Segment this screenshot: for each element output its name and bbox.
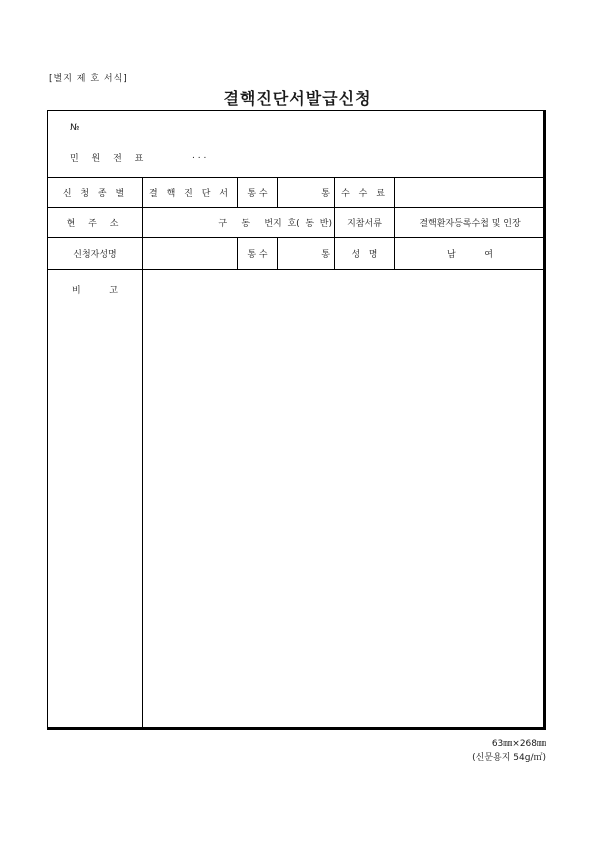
document-title: 결핵진단서발급신청 [223,89,372,108]
name-label: 성 명 [351,249,378,260]
applicant-name-label: 신청자성명 [73,249,117,260]
required-documents-label: 지참서류 [347,218,382,229]
no-label: № [70,123,80,133]
civil-ticket-date: . . . [192,151,207,161]
copies-label: 통 수 [247,188,268,199]
required-documents-value: 결핵환자등록수첩 및 인장 [419,218,521,229]
application-type-value: 결 핵 진 단 서 [149,188,231,199]
address-value: 구 동 번지 호( 동 반) [218,218,332,229]
paper-size-note: 63㎜×268㎜ [491,739,546,749]
remarks-label: 비 고 [72,286,118,296]
divider [48,269,545,270]
paper-type-note: (신문용지 54g/㎡) [472,753,546,763]
address-label: 현 주 소 [66,218,124,229]
applicant-name-value [143,237,237,269]
application-type-label: 신 청 종 별 [62,188,128,199]
form-number-label: [별지 제 호 서식] [49,74,128,84]
copies-unit: 통 [321,188,330,199]
civil-ticket-label: 민 원 전 표 [70,154,149,164]
copies-label-2: 통 수 [247,249,268,260]
fee-label: 수 수 료 [341,188,388,199]
copies-unit-2: 통 [321,249,330,260]
fee-value [395,177,545,207]
sex-value: 남 여 [447,249,493,260]
form-frame [47,110,546,730]
